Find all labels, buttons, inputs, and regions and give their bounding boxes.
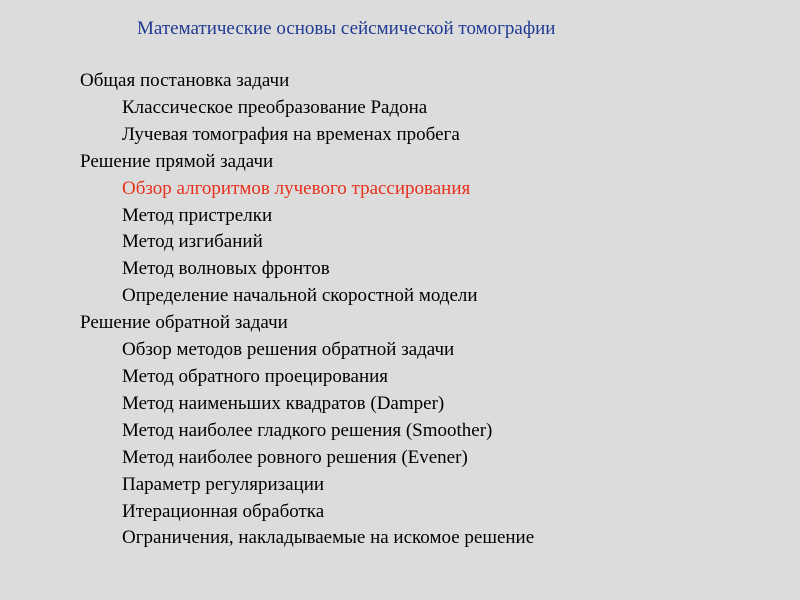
outline-subitem: Классическое преобразование Радона <box>122 96 428 118</box>
outline-subitem: Итерационная обработка <box>122 500 325 522</box>
outline-subitem: Метод обратного проецирования <box>122 365 389 387</box>
outline-subitem: Метод изгибаний <box>122 231 263 253</box>
outline-subitem: Параметр регуляризации <box>122 473 325 495</box>
outline-subitem: Метод наиболее гладкого решения (Smoother) <box>122 419 493 441</box>
outline-subitem: Метод наименьших квадратов (Damper) <box>122 392 445 414</box>
outline-subitem: Обзор методов решения обратной задачи <box>122 339 455 361</box>
outline-list <box>80 68 534 552</box>
outline-section: Общая постановка задачи <box>80 70 290 91</box>
slide-title: Математические основы сейсмической томографии <box>137 18 556 39</box>
outline-subitem: Метод волновых фронтов <box>122 258 330 280</box>
outline-section: Решение прямой задачи <box>80 150 274 172</box>
outline-section: Решение обратной задачи <box>80 312 288 334</box>
outline-subitem: Метод пристрелки <box>122 204 273 226</box>
outline-subitem: Лучевая томография на временах пробега <box>122 123 460 145</box>
outline-subitem: Ограничения, накладываемые на искомое решение <box>122 527 535 549</box>
outline-subitem: Метод наиболее ровного решения (Evener) <box>122 446 468 468</box>
outline-subitem: Определение начальной скоростной модели <box>122 285 478 307</box>
outline-subitem: Обзор алгоритмов лучевого трассирования <box>122 177 471 199</box>
